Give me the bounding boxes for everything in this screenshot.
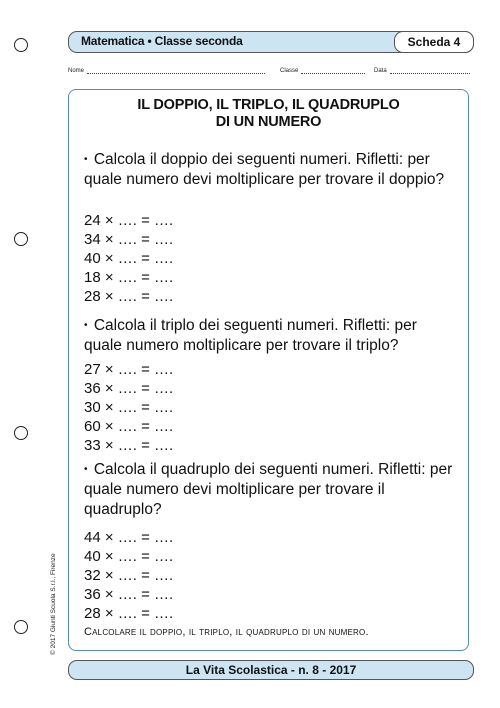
worksheet-title <box>69 97 468 131</box>
exercise-item[interactable]: 34 × …. = …. <box>84 231 174 248</box>
binder-hole-2 <box>14 232 28 246</box>
exercise-list-triplo <box>84 360 173 455</box>
exercise-item[interactable]: 36 × …. = …. <box>84 380 174 397</box>
sheet-number-tab: Scheda 4 <box>394 31 474 53</box>
exercise-item[interactable]: 30 × …. = …. <box>84 399 174 416</box>
class-field[interactable] <box>280 67 365 74</box>
instruction-text: Calcola il doppio dei seguenti numeri. Rifletti: per quale numero devi moltiplicare per trovare il doppio? <box>84 151 445 188</box>
exercise-item[interactable]: 28 × …. = …. <box>84 605 174 622</box>
class-label: Classe <box>280 68 299 74</box>
instruction-quadruplo <box>84 460 459 520</box>
binder-hole-4 <box>14 620 28 634</box>
bullet-icon: • <box>84 320 88 331</box>
binder-hole-1 <box>14 38 28 52</box>
title-line-2: DI UN NUMERO <box>215 114 322 130</box>
instruction-doppio <box>84 150 459 190</box>
footer-bar: La Vita Scolastica - n. 8 - 2017 <box>68 660 474 680</box>
exercise-card <box>68 89 469 651</box>
student-fields <box>68 67 474 79</box>
exercise-item[interactable]: 44 × …. = …. <box>84 529 174 546</box>
exercise-item[interactable]: 40 × …. = …. <box>84 250 174 267</box>
exercise-item[interactable]: 33 × …. = …. <box>84 437 174 454</box>
bullet-icon: • <box>84 464 88 475</box>
date-field[interactable] <box>374 67 470 74</box>
exercise-list-doppio <box>84 211 173 306</box>
learning-objective: Calcolare il doppio, il triplo, il quadruplo di un numero. <box>84 626 369 638</box>
header-bar <box>68 31 474 53</box>
exercise-list-quadruplo <box>84 528 173 623</box>
instruction-triplo <box>84 316 459 356</box>
bullet-icon: • <box>84 154 88 165</box>
exercise-item[interactable]: 28 × …. = …. <box>84 288 174 305</box>
exercise-item[interactable]: 60 × …. = …. <box>84 418 174 435</box>
exercise-item[interactable]: 18 × …. = …. <box>84 269 174 286</box>
name-field[interactable] <box>68 67 265 74</box>
exercise-item[interactable]: 24 × …. = …. <box>84 212 174 229</box>
title-line-1: IL DOPPIO, IL TRIPLO, IL QUADRUPLO <box>137 97 400 113</box>
binder-hole-3 <box>14 426 28 440</box>
exercise-item[interactable]: 40 × …. = …. <box>84 548 174 565</box>
header-subject: Matematica • Classe seconda <box>81 34 243 48</box>
exercise-item[interactable]: 27 × …. = …. <box>84 361 174 378</box>
copyright-notice: © 2017 Giunti Scuola S.r.l., Firenze <box>50 553 57 655</box>
date-label: Data <box>374 68 387 74</box>
name-label: Nome <box>68 68 85 74</box>
instruction-text: Calcola il quadruplo dei seguenti numeri. Rifletti: per quale numero devi moltiplicare per trovare il quadruplo? <box>84 461 453 518</box>
instruction-text: Calcola il triplo dei seguenti numeri. Rifletti: per quale numero moltiplicare per trovare il triplo? <box>84 317 417 354</box>
exercise-item[interactable]: 36 × …. = …. <box>84 586 174 603</box>
exercise-item[interactable]: 32 × …. = …. <box>84 567 174 584</box>
